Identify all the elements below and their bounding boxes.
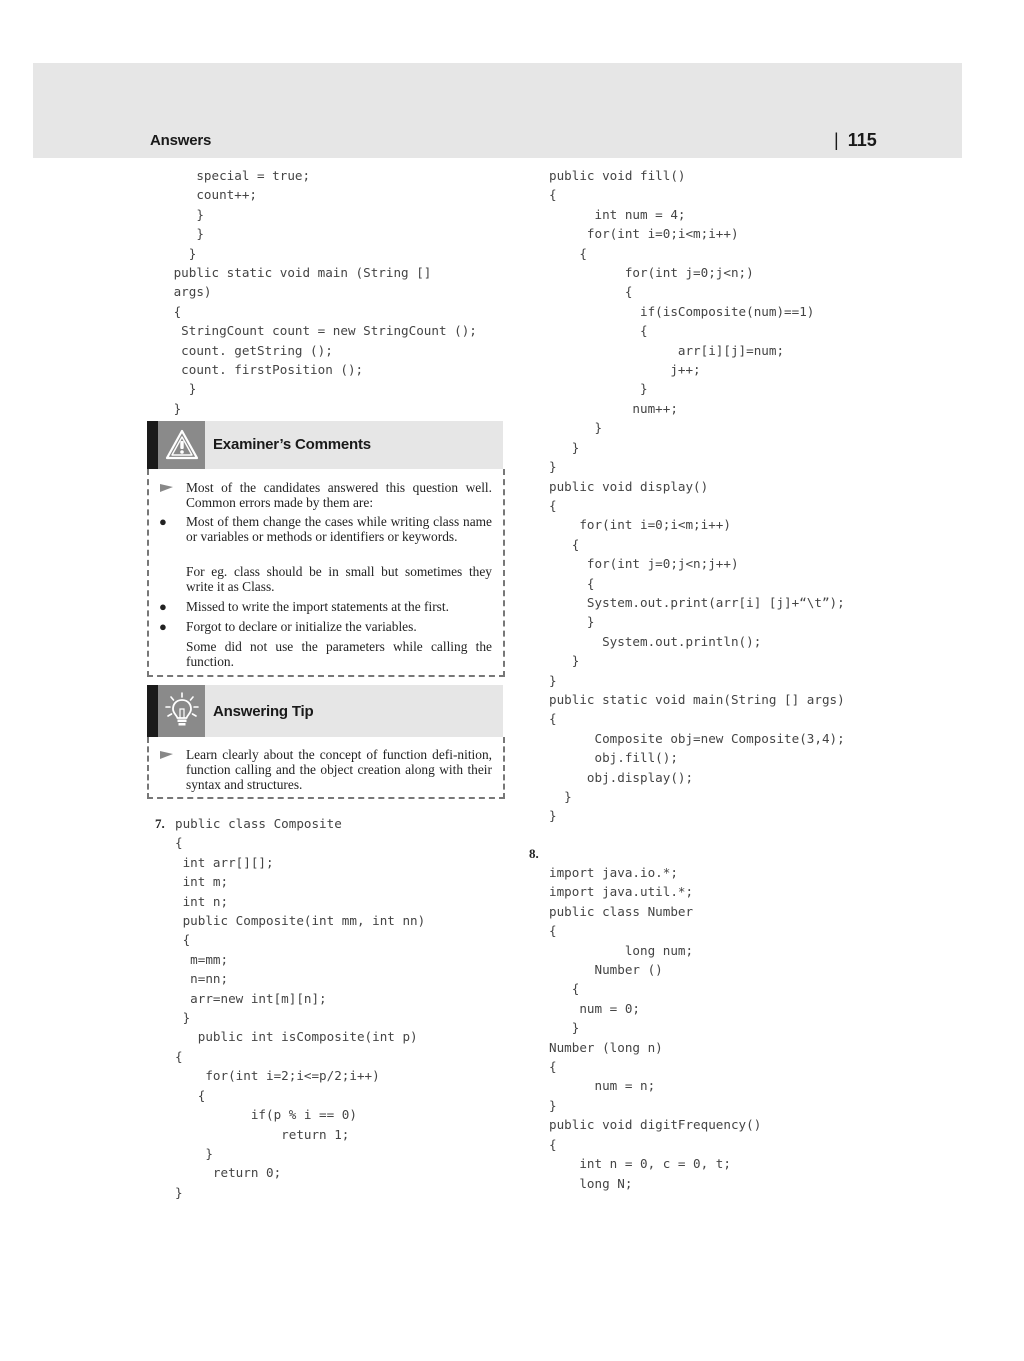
icon-tab [147, 421, 205, 469]
answering-tip-header [147, 685, 503, 737]
arrow-icon [160, 484, 173, 492]
comment-item: Most of the candidates answered this question well. Common errors made by them are: [186, 480, 492, 510]
icon-tab [147, 685, 205, 737]
answering-tip-body [147, 737, 505, 799]
code-block-q7: public class Composite { int arr[][]; int m; int n; public Composite(int mm, int nn) { m=mm; n=nn; arr=new int[m][n]; } public int isComposite(int p) { for(int i=2;i<=p/2;i++) { if(p % i == 0) return 1; } return 0; } [175, 816, 426, 1200]
bullet-icon: ● [159, 619, 167, 634]
comment-item: For eg. class should be in small but sometimes they write it as Class. [186, 564, 492, 594]
page-number: | 115 [834, 130, 877, 150]
examiners-comments-header [147, 421, 503, 469]
bullet-icon: ● [159, 514, 167, 529]
warning-icon [158, 421, 205, 469]
examiners-comments-title: Examiner’s Comments [213, 436, 371, 453]
comment-item: Missed to write the import statements at the first. [186, 599, 449, 614]
code-block-continued: special = true; count++; } } } public static void main (String [] args) { StringCount count = new StringCount (); count. getString (); count. firstPosition (); } } [173, 168, 477, 416]
code-block-q8: import java.io.*; import java.util.*; public class Number { long num; Number () { num = 0; } Number (long n) { num = n; } public void digitFrequency() { int n = 0, c = 0, t; long N; [549, 865, 762, 1191]
question-number: 8. [529, 846, 539, 861]
comment-item: Most of them change the cases while writing class name or variables or methods or identifiers or keywords. [186, 514, 492, 544]
section-title: Answers [150, 132, 212, 149]
comment-item: Some did not use the parameters while calling the function. [186, 639, 492, 669]
question-number: 7. [155, 816, 165, 831]
tip-item: Learn clearly about the concept of function defi-nition, function calling and the object creation along with their syntax and structures. [186, 747, 492, 792]
page-number-value: 115 [847, 130, 877, 150]
answering-tip-title: Answering Tip [213, 703, 314, 720]
examiners-comments-body [147, 469, 505, 677]
lightbulb-icon [158, 685, 205, 737]
arrow-icon [160, 751, 173, 759]
comment-item: Forgot to declare or initialize the variables. [186, 619, 417, 634]
bullet-icon: ● [159, 599, 167, 614]
code-block-fill-display: public void fill() { int num = 4; for(int i=0;i<m;i++) { for(int j=0;j<n;) { if(isComposite(num)==1) { arr[i][j]=num; j++; } num++; } } } public void display() { for(int i=0;i<m;i++) { for(int j=0;j<n;j++) { System.out.print(arr[i] [j]+“\t”); } System.out.println(); } } public static void main(String [] args) { Composite obj=new Composite(3,4); obj.fill(); obj.display(); } } [549, 168, 845, 824]
